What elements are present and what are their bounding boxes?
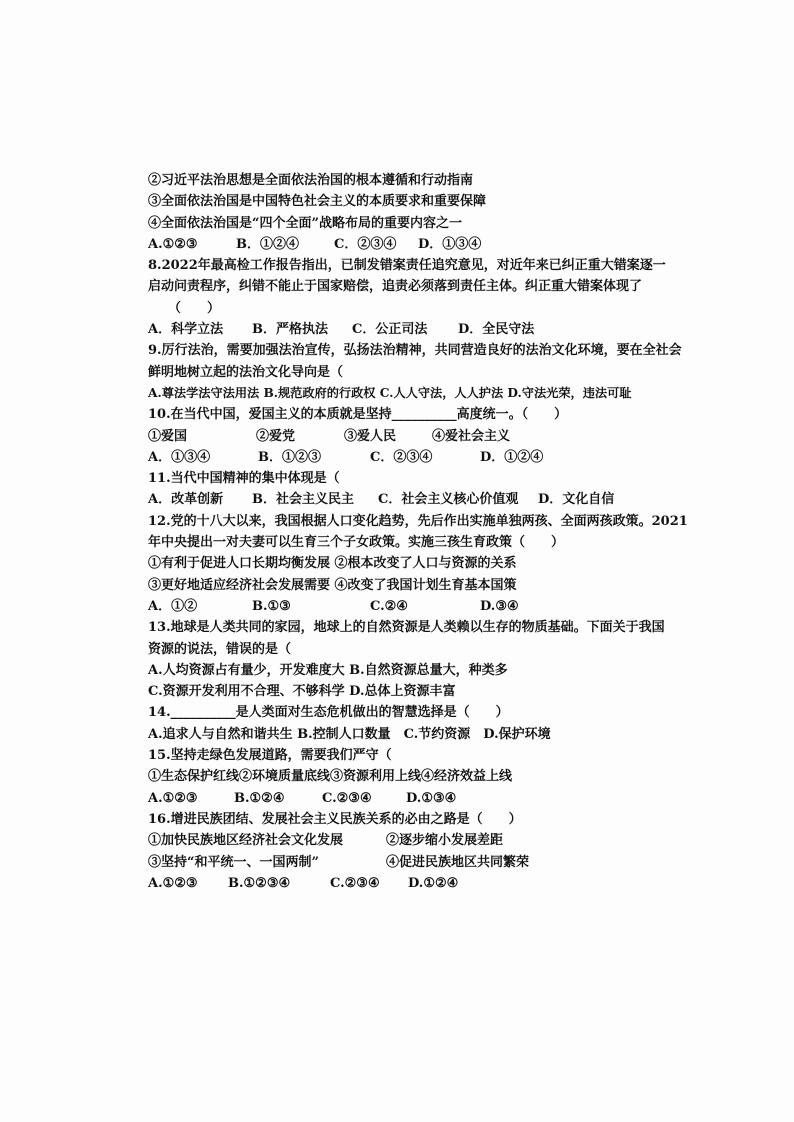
- q8-option-b: B．严格执法: [252, 322, 328, 338]
- q12-options: [148, 596, 648, 617]
- statement-4: ④全面依法治国是“四个全面”战略布局的重要内容之一: [148, 215, 462, 231]
- q14-options: A.追求人与自然和谐共生 B.控制人口数量 C.节约资源 D.保护环境: [148, 726, 551, 742]
- q13-stem-1: 13.地球是人类共同的家园，地球上的自然资源是人类赖以生存的物质基础。下面关于我国: [148, 620, 665, 636]
- q13-options-2: C.资源开发利用不合理、不够科学 D.总体上资源丰富: [148, 684, 456, 700]
- statement-3: ③全面依法治国是中国特色社会主义的本质要求和重要保障: [148, 194, 487, 210]
- q9-stem-2: 鲜明地树立起的法治文化导向是（: [148, 364, 344, 380]
- q11-option-c: C．社会主义核心价值观: [378, 492, 519, 508]
- q11-option-b: B．社会主义民主: [252, 492, 354, 508]
- q10-item-4: ④爱社会主义: [432, 428, 511, 444]
- q7-option-a: A.①②③: [148, 236, 198, 252]
- q15-option-c: C.②③④: [322, 790, 372, 806]
- q16-item-4: ④促进民族地区共同繁荣: [386, 854, 530, 870]
- q10-option-a: A．①③④: [148, 449, 211, 465]
- q7-option-c: C．②③④: [334, 236, 397, 252]
- q16-item-3: ③坚持“和平统一、一国两制”: [148, 854, 319, 870]
- q16-options: [148, 873, 648, 894]
- q15-options: [148, 788, 648, 809]
- q11-options: [148, 489, 648, 510]
- q15-stem: 15.坚持走绿色发展道路，需要我们严守（: [148, 748, 392, 764]
- q8-option-d: D．全民守法: [458, 322, 535, 338]
- q11-stem: 11.当代中国精神的集中体现是（: [148, 471, 340, 487]
- q13-stem-2: 资源的说法，错误的是（: [148, 641, 292, 657]
- q15-option-a: A.①②③: [148, 790, 198, 806]
- q15-option-d: D.①③④: [406, 790, 457, 806]
- exam-content: [148, 170, 688, 894]
- q10-item-1: ①爱国: [148, 428, 188, 444]
- q7-options: [148, 234, 648, 255]
- q15-items: ①生态保护红线②环境质量底线③资源利用上线④经济效益上线: [148, 769, 513, 785]
- q8-stem-2: 启动问责程序，纠错不能止于国家赔偿，追责必须落到责任主体。纠正重大错案体现了: [148, 279, 643, 295]
- q15-option-b: B.①②④: [234, 790, 285, 806]
- q12-option-b: B.①③: [252, 598, 291, 614]
- q10-stem: 10.在当代中国，爱国主义的本质就是坚持__________高度统一。（ ）: [148, 407, 568, 423]
- q8-stem-3: （ ）: [168, 300, 221, 316]
- q11-option-a: A．改革创新: [148, 492, 224, 508]
- q10-item-3: ③爱人民: [344, 428, 397, 444]
- q16-option-d: D.①②④: [408, 875, 459, 891]
- q12-option-a: A．①②: [148, 598, 198, 614]
- q12-stem-2: 年中央提出一对夫妻可以生育三个子女政策。实施三孩生育政策（ ）: [148, 535, 565, 551]
- q13-options-1: A.人均资源占有量少，开发难度大 B.自然资源总量大，种类多: [148, 662, 508, 678]
- q10-item-2: ②爱党: [256, 428, 296, 444]
- q9-options: A.尊法学法守法用法 B.规范政府的行政权 C.人人守法，人人护法 D.守法光荣，违法可耻: [148, 385, 632, 400]
- q10-option-c: C．②③④: [370, 449, 433, 465]
- q16-item-1: ①加快民族地区经济社会文化发展: [148, 833, 344, 849]
- q16-item-2: ②逐步缩小发展差距: [386, 833, 504, 849]
- q7-option-d: D．①③④: [418, 236, 482, 252]
- q12-option-d: D.③④: [480, 598, 519, 614]
- q10-option-d: D．①②④: [480, 449, 544, 465]
- q12-items-1: ①有利于促进人口长期均衡发展 ②根本改变了人口与资源的关系: [148, 556, 517, 572]
- q14-stem: 14.__________是人类面对生态危机做出的智慧选择是（ ）: [148, 705, 509, 721]
- q8-options: [148, 319, 648, 340]
- q8-option-a: A．科学立法: [148, 322, 224, 338]
- q10-items: [148, 426, 648, 447]
- q10-options: [148, 447, 648, 468]
- q11-option-d: D．文化自信: [538, 492, 615, 508]
- q16-stem: 16.增进民族团结、发展社会主义民族关系的必由之路是（ ）: [148, 811, 522, 827]
- q7-option-b: B．①②④: [236, 236, 299, 252]
- q8-option-c: C．公正司法: [352, 322, 428, 338]
- q16-option-c: C.②③④: [330, 875, 380, 891]
- q8-stem-1: 8.2022年最高检工作报告指出，已制发错案责任追究意见，对近年来已纠正重大错案逐一: [148, 258, 666, 274]
- q16-items-2: [148, 852, 648, 873]
- q12-stem-1: 12.党的十八大以来，我国根据人口变化趋势，先后作出实施单独两孩、全面两孩政策。2021: [148, 513, 688, 529]
- q16-option-b: B.①②③④: [228, 875, 291, 891]
- q16-option-a: A.①②③: [148, 875, 198, 891]
- q12-items-2: ③更好地适应经济社会发展需要 ④改变了我国计划生育基本国策: [148, 577, 517, 593]
- q10-option-b: B．①②③: [258, 449, 321, 465]
- q9-stem-1: 9.厉行法治，需要加强法治宣传，弘扬法治精神，共同营造良好的法治文化环境，要在全社会: [148, 343, 682, 359]
- q16-items-1: [148, 830, 648, 851]
- statement-2: ②习近平法治思想是全面依法治国的根本遵循和行动指南: [148, 173, 474, 188]
- q12-option-c: C.②④: [370, 598, 408, 614]
